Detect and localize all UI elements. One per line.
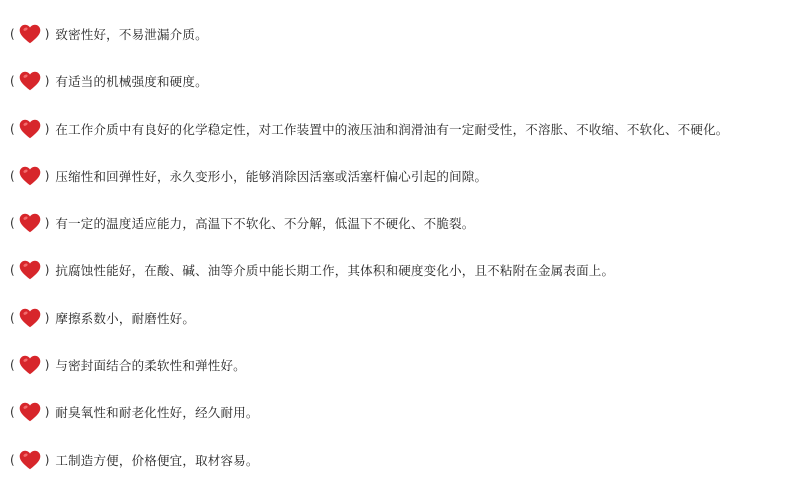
list-item	[8, 258, 798, 282]
heart-icon	[19, 119, 41, 139]
item-text: 工制造方便，价格便宜，取材容易。	[55, 452, 259, 468]
heart-icon	[19, 166, 41, 186]
open-paren: (	[10, 405, 15, 420]
heart-icon	[19, 450, 41, 470]
list-item	[8, 117, 798, 141]
open-paren: (	[10, 452, 15, 467]
item-text: 压缩性和回弹性好，永久变形小，能够消除因活塞或活塞杆偏心引起的间隙。	[55, 168, 488, 184]
close-paren: )	[44, 263, 50, 278]
open-paren: (	[10, 310, 15, 325]
close-paren: )	[44, 27, 50, 41]
open-paren: (	[10, 263, 15, 278]
item-text: 有一定的温度适应能力，高温下不软化、不分解，低温下不硬化、不脆裂。	[55, 216, 475, 232]
open-paren: (	[10, 74, 15, 89]
list-item	[8, 400, 798, 424]
list-item	[8, 306, 798, 330]
close-paren: )	[44, 452, 50, 467]
heart-icon	[19, 24, 41, 44]
list-item	[8, 22, 798, 46]
requirements-list	[8, 22, 798, 495]
list-item	[8, 69, 798, 93]
item-text: 与密封面结合的柔软性和弹性好。	[55, 358, 246, 374]
item-text: 抗腐蚀性能好，在酸、碱、油等介质中能长期工作，其体积和硬度变化小，且不粘附在金属表面上。	[55, 263, 615, 279]
item-text: 在工作介质中有良好的化学稳定性，对工作装置中的液压油和润滑油有一定耐受性，不溶胀、不收缩、不软化、不硬化。	[55, 121, 729, 137]
heart-icon	[19, 402, 41, 422]
open-paren: (	[10, 216, 15, 231]
close-paren: )	[44, 310, 50, 325]
close-paren: )	[44, 168, 50, 183]
open-paren: (	[10, 358, 15, 373]
heart-icon	[19, 308, 41, 328]
open-paren: (	[10, 168, 15, 183]
close-paren: )	[44, 121, 50, 136]
item-text: 有适当的机械强度和硬度。	[55, 74, 208, 90]
heart-icon	[19, 71, 41, 91]
heart-icon	[19, 355, 41, 375]
open-paren: (	[10, 27, 15, 41]
open-paren: (	[10, 121, 15, 136]
heart-icon	[19, 260, 41, 280]
heart-icon	[19, 213, 41, 233]
list-item	[8, 448, 798, 472]
list-item	[8, 164, 798, 188]
list-item	[8, 211, 798, 235]
item-text: 摩擦系数小，耐磨性好。	[55, 310, 196, 326]
close-paren: )	[44, 74, 50, 89]
list-item	[8, 353, 798, 377]
close-paren: )	[44, 216, 50, 231]
close-paren: )	[44, 405, 50, 420]
item-text: 耐臭氧性和耐老化性好，经久耐用。	[55, 405, 259, 421]
close-paren: )	[44, 358, 50, 373]
item-text: 致密性好，不易泄漏介质。	[55, 27, 208, 42]
